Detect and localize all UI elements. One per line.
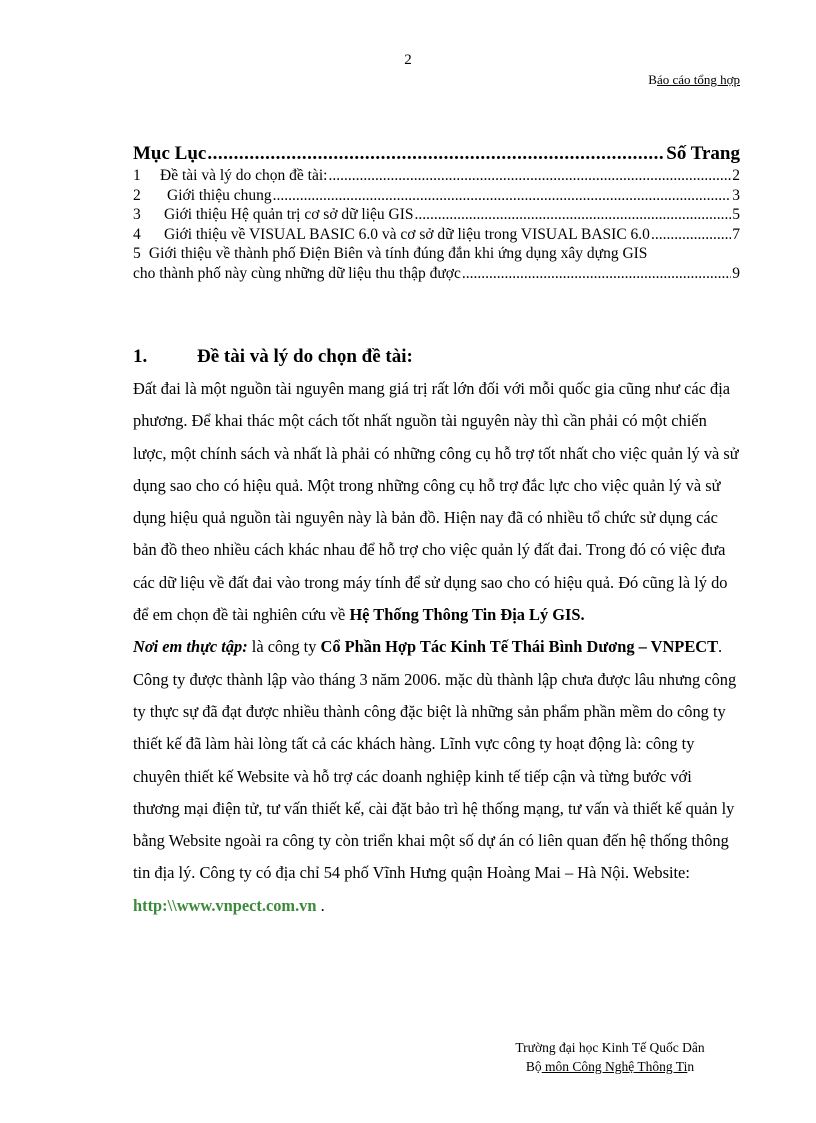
internship-pre: là công ty — [247, 637, 321, 657]
company-name: Cổ Phần Hợp Tác Kinh Tế Thái Bình Dương – VNPECT — [320, 637, 719, 657]
toc-item-number: 3 — [133, 206, 141, 223]
toc-leader — [273, 186, 732, 206]
footer-dept-suffix: n — [687, 1059, 695, 1074]
paragraph-end: . — [316, 895, 325, 915]
footer-department — [480, 1057, 740, 1076]
company-description: . Công ty được thành lập vào tháng 3 năm 2006. mặc dù thành lập chưa được lâu nhưng công ty thực sự đã đạt được nhiều thành công đặc biệt là những sản phẩm phần mềm do công ty thiết kế đã làm hài lòng tất cả các khách hàng. Lĩnh vực công ty hoạt động là: công ty chuyên thiết kế Website và hỗ trợ các doanh nghiệp kinh tế tiếp cận và từng bước với thương mại điện tử, tư vấn thiết kế, cài đặt bảo trì hệ thống mạng, tư vấn và thiết kế quản ly bằng Website ngoài ra công ty còn triển khai một số dự án có liên quan đến hệ thống thông tin địa lý. Công ty có địa chỉ 54 phố Vĩnh Hưng quận Hoàng Mai – Hà Nội. Website: — [133, 637, 737, 883]
toc-item-4[interactable] — [133, 225, 740, 245]
internship-label: Nơi em thực tập: — [133, 637, 248, 657]
toc-item-text: Đề tài và lý do chọn đề tài: — [160, 167, 328, 184]
toc-item-1[interactable] — [133, 166, 740, 186]
paragraph-company — [133, 631, 740, 922]
toc-item-page: 7 — [732, 225, 740, 243]
toc-item-text: Giới thiệu Hệ quản trị cơ sở dữ liệu GIS — [164, 206, 414, 223]
toc-leader — [328, 166, 731, 186]
toc-leader — [651, 225, 731, 245]
section-heading — [133, 346, 413, 368]
body-text — [133, 373, 740, 922]
running-header — [648, 72, 740, 88]
topic-name: Hệ Thống Thông Tin Địa Lý GIS. — [349, 605, 585, 625]
header-prefix: B — [648, 72, 657, 87]
section-title: Đề tài và lý do chọn đề tài: — [197, 346, 413, 367]
toc-item-text-line1: Giới thiệu về thành phố Điện Biên và tính đúng đắn khi ứng dụng xây dựng GIS — [148, 245, 648, 262]
toc-leader — [415, 205, 732, 225]
section-number: 1. — [133, 346, 148, 367]
toc-page-column: Số Trang — [666, 143, 740, 164]
toc-leader — [207, 142, 665, 166]
toc-item-text: Giới thiệu chung — [167, 186, 272, 204]
toc-item-number: 2 — [133, 186, 141, 204]
toc-item-number: 1 — [133, 167, 141, 184]
toc-item-number: 5 — [133, 245, 141, 262]
website-link[interactable]: http:\\www.vnpect.com.vn — [133, 895, 317, 915]
toc-item-number: 4 — [133, 225, 141, 243]
toc-item-2[interactable] — [133, 186, 740, 206]
toc-title-row — [133, 142, 740, 166]
toc-item-page: 9 — [732, 264, 740, 282]
table-of-contents — [133, 142, 740, 283]
toc-item-3[interactable] — [133, 205, 740, 225]
toc-item-text-line2: cho thành phố này cùng những dữ liệu thu thập được — [133, 264, 461, 282]
footer-dept-underlined: môn Công Nghệ Thông Ti — [541, 1059, 688, 1074]
toc-item-text: Giới thiệu về VISUAL BASIC 6.0 và cơ sở dữ liệu trong VISUAL BASIC 6.0 — [164, 225, 650, 243]
page-number: 2 — [404, 52, 412, 68]
footer-dept-prefix: Bộ — [525, 1059, 542, 1074]
toc-item-page: 2 — [732, 167, 740, 184]
toc-item-page: 3 — [732, 186, 740, 204]
toc-item-5[interactable] — [133, 244, 740, 283]
page-footer — [480, 1038, 740, 1076]
footer-university: Trường đại học Kinh Tế Quốc Dân — [515, 1040, 705, 1055]
toc-item-page: 5 — [732, 206, 740, 223]
paragraph-intro-text: Đất đai là một nguồn tài nguyên mang giá trị rất lớn đối với mỗi quốc gia cũng như các địa phương. Để khai thác một cách tốt nhất nguồn tài nguyên này thì cần phải có một chiến lược, một chính sách và nhất là phải có những công cụ hỗ trợ tốt nhất cho việc quản lý và sử dụng sao cho có hiệu quả. Một trong những công cụ hỗ trợ đắc lực cho việc quản lý và sử dụng hiệu quả nguồn tài nguyên này là bản đồ. Hiện nay đã có nhiều tổ chức sử dụng các bản đồ theo nhiều cách khác nhau để hỗ trợ cho việc quản lý đất đai. Trong đó có việc đưa các dữ liệu về đất đai vào trong máy tính để sử dụng sao cho có hiệu quả. Đó cũng là lý do để em chọn đề tài nghiên cứu về — [133, 379, 739, 625]
paragraph-intro — [133, 373, 740, 631]
toc-title: Mục Lục — [133, 143, 207, 164]
toc-leader — [462, 264, 731, 284]
header-title: áo cáo tổng hợp — [656, 72, 740, 87]
